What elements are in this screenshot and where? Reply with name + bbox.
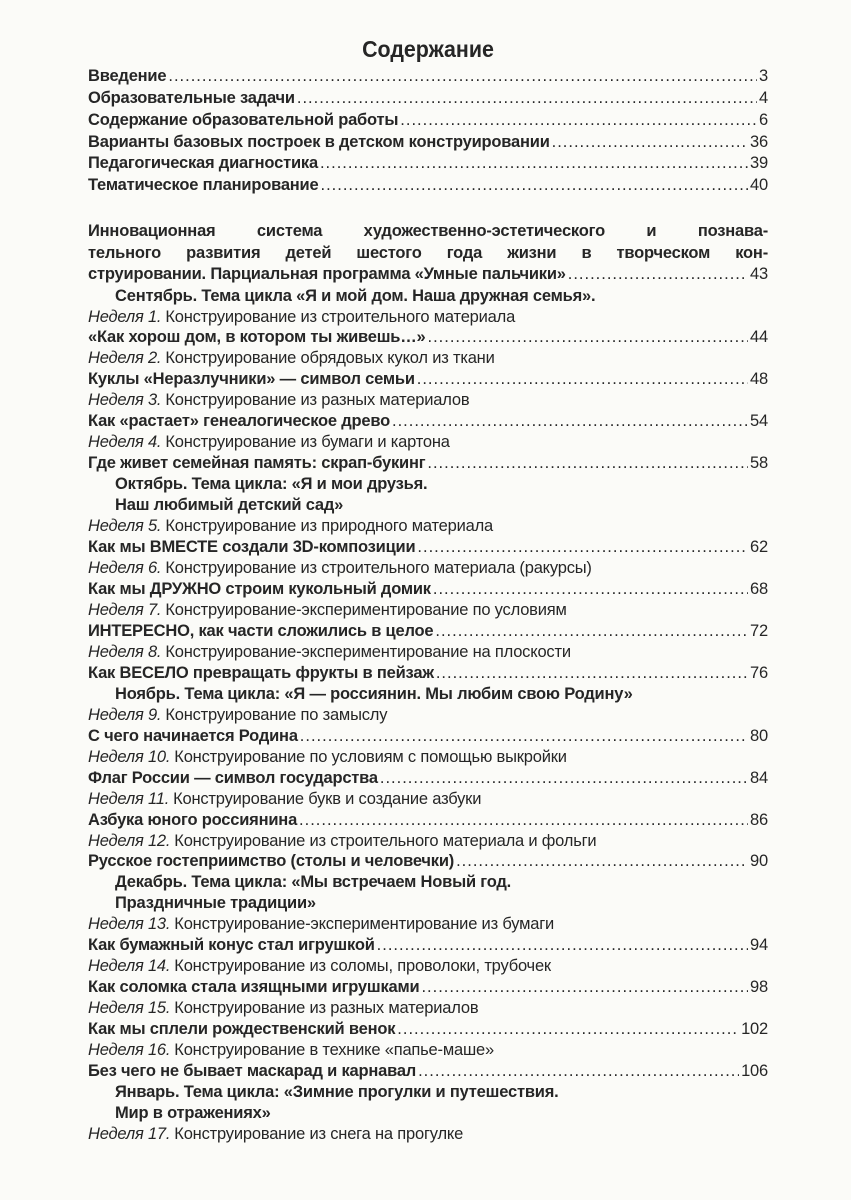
week-line <box>88 432 768 453</box>
entry-title: Как «растает» генеалогическое древо <box>88 412 391 431</box>
week-description: Конструирование-экспериментирование на плоскости <box>165 642 571 661</box>
page-number: 62 <box>750 538 768 557</box>
toc-entry[interactable] <box>88 935 768 956</box>
page-number: 58 <box>750 454 768 473</box>
page-title: Содержание <box>362 36 494 62</box>
toc-entry[interactable] <box>88 1061 768 1082</box>
toc-entry[interactable] <box>88 110 768 132</box>
week-line <box>88 390 768 411</box>
page-number: 6 <box>759 110 768 129</box>
leader-dots <box>297 88 757 110</box>
week-label: Неделя 8. <box>88 642 162 661</box>
leader-dots <box>377 935 748 956</box>
page-number: 106 <box>741 1062 768 1081</box>
week-description: Конструирование из строительного материала и фольги <box>174 831 597 850</box>
week-description: Конструирование в технике «папье-маше» <box>174 1041 494 1060</box>
intro-entry <box>88 221 768 286</box>
week-line <box>88 642 768 663</box>
week-description: Конструирование по условиям с помощью выкройки <box>174 747 567 766</box>
week-description: Конструирование обрядовых кукол из ткани <box>165 349 495 368</box>
week-description: Конструирование из снега на прогулке <box>174 1125 464 1144</box>
leader-dots <box>299 810 748 831</box>
leader-dots <box>427 453 748 474</box>
intro-line: Инновационная система художественно-эстетического и познава- <box>88 222 768 241</box>
page-number: 40 <box>750 176 768 195</box>
week-line <box>88 558 768 579</box>
week-label: Неделя 6. <box>88 559 162 578</box>
week-line <box>88 1124 768 1145</box>
section-heading: Мир в отражениях» <box>115 1104 271 1123</box>
page-number: 86 <box>750 810 768 829</box>
toc-items <box>88 286 768 1145</box>
toc-entry[interactable] <box>88 1019 768 1040</box>
week-label: Неделя 1. <box>88 307 162 326</box>
page-number: 80 <box>750 726 768 745</box>
entry-title: Введение <box>88 67 167 85</box>
week-label: Неделя 4. <box>88 433 162 452</box>
leader-dots <box>568 264 748 286</box>
entry-title: Как бумажный конус стал игрушкой <box>88 936 375 955</box>
toc-entry[interactable] <box>88 453 768 474</box>
toc-entry[interactable] <box>88 726 768 747</box>
week-line <box>88 789 768 810</box>
section-heading: Ноябрь. Тема цикла: «Я — россиянин. Мы любим свою Родину» <box>115 684 633 703</box>
toc-entry[interactable] <box>88 537 768 558</box>
leader-dots <box>320 153 748 175</box>
leader-dots <box>300 726 748 747</box>
page-number: 3 <box>759 67 768 85</box>
page-number: 43 <box>750 265 768 284</box>
week-line <box>88 600 768 621</box>
toc-entry[interactable] <box>88 810 768 831</box>
page-number: 4 <box>759 88 768 107</box>
leader-dots <box>433 579 748 600</box>
page-number: 94 <box>750 936 768 955</box>
week-label: Неделя 7. <box>88 601 162 619</box>
leader-dots <box>552 132 748 154</box>
toc-entry[interactable] <box>88 768 768 789</box>
leader-dots <box>392 411 748 432</box>
week-line <box>88 348 768 369</box>
leader-dots <box>417 537 748 558</box>
top-entries <box>88 66 768 197</box>
spacer <box>88 197 768 221</box>
week-line <box>88 1040 768 1061</box>
leader-dots <box>320 175 748 197</box>
week-label: Неделя 3. <box>88 391 162 410</box>
toc-entry[interactable] <box>88 663 768 684</box>
page-number: 72 <box>750 621 768 640</box>
table-of-contents <box>88 34 768 1145</box>
leader-dots <box>428 327 749 348</box>
entry-title: Куклы «Неразлучники» — символ семьи <box>88 370 415 389</box>
section-heading: Наш любимый детский сад» <box>115 496 344 515</box>
entry-title: Как мы ДРУЖНО строим кукольный домик <box>88 580 431 598</box>
toc-entry[interactable] <box>88 132 768 154</box>
page-number: 54 <box>750 412 768 431</box>
entry-title: Флаг России — символ государства <box>88 768 378 787</box>
page-number: 90 <box>750 852 768 871</box>
entry-title: Педагогическая диагностика <box>88 154 318 173</box>
page-number: 84 <box>750 768 768 787</box>
entry-title: Русское гостеприимство (столы и человечки) <box>88 852 455 871</box>
section-heading: Сентябрь. Тема цикла «Я и мой дом. Наша дружная семья». <box>115 286 596 305</box>
toc-entry[interactable] <box>88 621 768 642</box>
entry-title: Варианты базовых построек в детском конструировании <box>88 132 550 151</box>
week-description: Конструирование из разных материалов <box>174 999 479 1018</box>
week-line <box>88 516 768 537</box>
entry-title: Без чего не бывает маскарад и карнавал <box>88 1062 417 1081</box>
week-line <box>88 831 768 852</box>
leader-dots <box>168 66 757 88</box>
entry-title: Как соломка стала изящными игрушками <box>88 978 420 997</box>
entry-title: Образовательные задачи <box>88 88 295 107</box>
week-label: Неделя 12. <box>88 831 171 850</box>
week-label: Неделя 2. <box>88 349 162 368</box>
page-number: 39 <box>750 154 768 173</box>
toc-entry[interactable] <box>88 411 768 432</box>
entry-title: Как мы ВМЕСТЕ создали 3D-композиции <box>88 538 416 557</box>
week-label: Неделя 13. <box>88 915 171 934</box>
page-number: 44 <box>750 328 768 347</box>
leader-dots <box>421 977 748 998</box>
week-description: Конструирование из разных материалов <box>165 391 470 410</box>
week-label: Неделя 17. <box>88 1125 171 1144</box>
week-description: Конструирование-экспериментирование по условиям <box>165 601 567 619</box>
toc-entry[interactable] <box>88 327 768 348</box>
section-heading: Декабрь. Тема цикла: «Мы встречаем Новый год. <box>115 873 512 892</box>
week-description: Конструирование букв и создание азбуки <box>173 789 482 808</box>
page-number: 48 <box>750 370 768 389</box>
toc-entry[interactable] <box>88 851 768 872</box>
entry-title: Азбука юного россиянина <box>88 810 298 829</box>
leader-dots <box>418 1061 739 1082</box>
section-heading: Праздничные традиции» <box>115 894 316 913</box>
entry-title: Как мы сплели рождественский венок <box>88 1020 396 1039</box>
page-number: 102 <box>741 1020 768 1039</box>
week-line <box>88 705 768 726</box>
toc-entry[interactable] <box>88 175 768 197</box>
toc-entry[interactable] <box>88 88 768 110</box>
leader-dots <box>417 369 748 390</box>
page-number: 36 <box>750 132 768 151</box>
week-description: Конструирование по замыслу <box>165 705 388 724</box>
intro-line: тельного развития детей шестого года жизни в творческом кон- <box>88 243 768 262</box>
week-label: Неделя 10. <box>88 747 171 766</box>
page-number: 76 <box>750 663 768 682</box>
leader-dots <box>456 851 748 872</box>
section-heading: Октябрь. Тема цикла: «Я и мои друзья. <box>115 475 428 494</box>
entry-title: Где живет семейная память: скрап-букинг <box>88 454 426 473</box>
leader-dots <box>436 663 748 684</box>
entry-title: Тематическое планирование <box>88 176 319 195</box>
leader-dots <box>435 621 748 642</box>
week-label: Неделя 11. <box>88 789 170 808</box>
leader-dots <box>397 1019 739 1040</box>
week-description: Конструирование из строительного материала <box>165 307 516 326</box>
section-heading: Январь. Тема цикла: «Зимние прогулки и путешествия. <box>115 1083 559 1102</box>
leader-dots <box>380 768 748 789</box>
week-line <box>88 956 768 977</box>
entry-title: Содержание образовательной работы <box>88 110 399 129</box>
week-label: Неделя 15. <box>88 999 171 1018</box>
entry-title: С чего начинается Родина <box>88 726 298 745</box>
toc-entry[interactable] <box>88 66 768 88</box>
week-description: Конструирование из соломы, проволоки, трубочек <box>174 957 551 976</box>
week-description: Конструирование из бумаги и картона <box>165 433 450 452</box>
leader-dots <box>400 110 757 132</box>
entry-title: «Как хорош дом, в котором ты живешь…» <box>88 328 426 347</box>
toc-entry[interactable] <box>88 369 768 390</box>
week-line <box>88 747 768 768</box>
week-description: Конструирование из строительного материала (ракурсы) <box>165 559 592 578</box>
entry-title: ИНТЕРЕСНО, как части сложились в целое <box>88 621 434 640</box>
week-line <box>88 307 768 328</box>
week-label: Неделя 9. <box>88 705 162 724</box>
week-label: Неделя 16. <box>88 1041 171 1060</box>
week-label: Неделя 5. <box>88 517 162 536</box>
week-label: Неделя 14. <box>88 957 171 976</box>
toc-entry[interactable] <box>88 153 768 175</box>
week-line <box>88 914 768 935</box>
week-description: Конструирование из природного материала <box>165 517 493 536</box>
intro-line: струировании. Парциальная программа «Умные пальчики» <box>88 265 566 284</box>
page-number: 68 <box>750 580 768 598</box>
entry-title: Как ВЕСЕЛО превращать фрукты в пейзаж <box>88 663 434 682</box>
page-number: 98 <box>750 978 768 997</box>
toc-entry[interactable] <box>88 579 768 600</box>
week-description: Конструирование-экспериментирование из бумаги <box>174 915 555 934</box>
toc-entry[interactable] <box>88 977 768 998</box>
week-line <box>88 998 768 1019</box>
